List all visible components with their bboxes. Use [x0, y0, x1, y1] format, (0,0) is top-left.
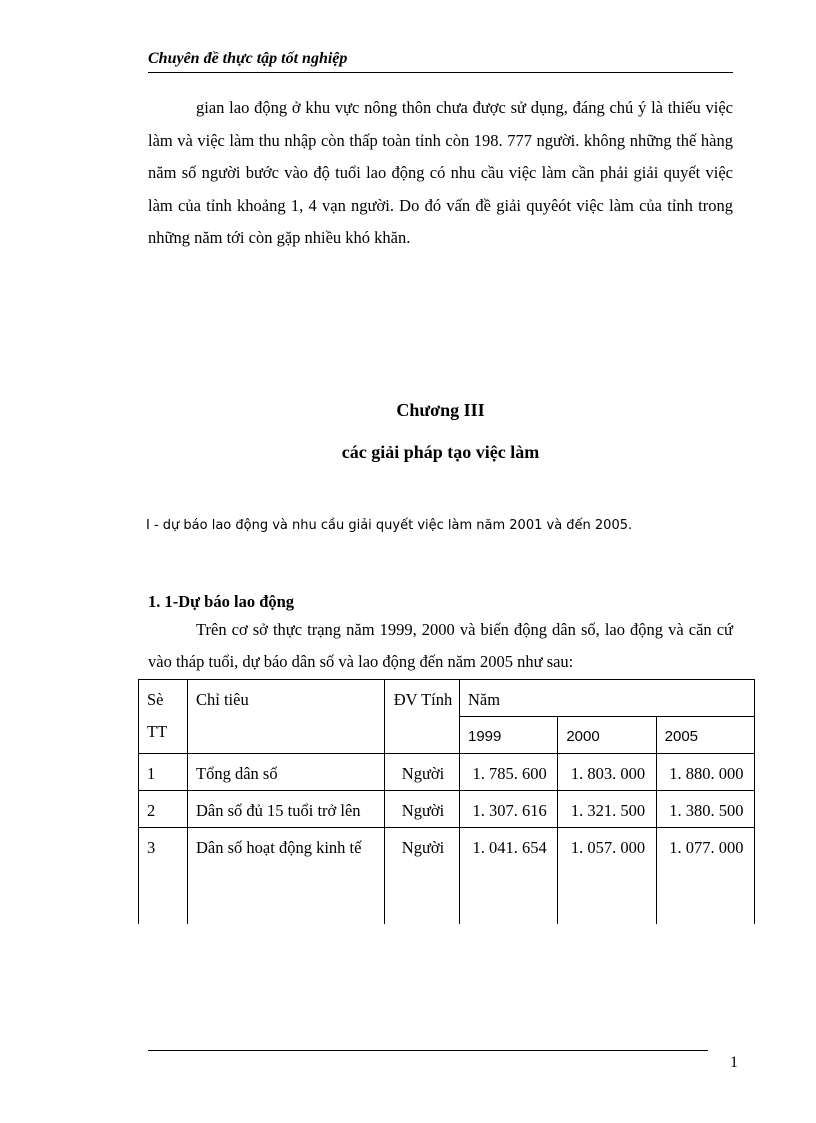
cell-value: 1. 057. 000 [558, 828, 656, 925]
cell-value: 1. 785. 600 [460, 754, 558, 791]
header-year-2005: 2005 [656, 717, 754, 754]
table-row [139, 828, 755, 925]
cell-value: 1. 041. 654 [460, 828, 558, 925]
header-year-2000: 2000 [558, 717, 656, 754]
header-nam: Năm [460, 680, 755, 717]
cell-value: 1. 307. 616 [460, 791, 558, 828]
intro-paragraph: gian lao động ở khu vực nông thôn chưa được sử dụng, đáng chú ý là thiếu việc làm và việc làm thu nhập còn thấp toàn tỉnh còn 198. 777 người. không những thế hàng năm số người bước vào độ tuổi lao động có nhu cầu việc làm cần phải giải quyết việc làm của tỉnh khoảng 1, 4 vạn người. Do đó vấn đề giải quyêót việc làm của tỉnh trong những năm tới còn gặp nhiều khó khăn. [148, 98, 733, 247]
forecast-table [138, 679, 755, 924]
header-title: Chuyên đề thực tập tốt nghiệp [148, 50, 348, 67]
table-row [139, 754, 755, 791]
header-chi-tieu: Chỉ tiêu [188, 680, 385, 754]
chapter-title: các giải pháp tạo việc làm [341, 442, 540, 462]
cell-value: 1. 321. 500 [558, 791, 656, 828]
cell-chi-tieu: Tổng dân số [188, 754, 385, 791]
cell-stt: 1 [139, 754, 188, 791]
intro-text [148, 92, 733, 255]
cell-value: 1. 880. 000 [656, 754, 754, 791]
cell-value: 1. 077. 000 [656, 828, 754, 925]
cell-chi-tieu: Dân số đủ 15 tuổi trở lên [188, 791, 385, 828]
table-header-row [139, 680, 755, 717]
page-number: 1 [730, 1054, 738, 1071]
cell-value: 1. 380. 500 [656, 791, 754, 828]
subsection-text [148, 614, 733, 678]
header-year-1999: 1999 [460, 717, 558, 754]
cell-dv: Người [385, 791, 460, 828]
cell-dv: Người [385, 828, 460, 925]
cell-stt: 2 [139, 791, 188, 828]
cell-stt: 3 [139, 828, 188, 925]
cell-chi-tieu: Dân số hoạt động kinh tế [188, 828, 385, 925]
table-row [139, 791, 755, 828]
subsection-heading: 1. 1-Dự báo lao động [148, 592, 295, 611]
header-stt: Sè TT [139, 680, 188, 754]
page-header [148, 48, 733, 73]
footer-divider [148, 1050, 708, 1051]
header-dv: ĐV Tính [385, 680, 460, 754]
cell-value: 1. 803. 000 [558, 754, 656, 791]
section-heading: I - dự báo lao động và nhu cầu giải quyết việc làm năm 2001 và đến 2005. [146, 518, 633, 533]
chapter-number: Chương III [396, 400, 485, 420]
cell-dv: Người [385, 754, 460, 791]
subsection-paragraph: Trên cơ sở thực trạng năm 1999, 2000 và biến động dân số, lao động và căn cứ vào tháp tuổi, dự báo dân số và lao động đến năm 2005 như sau: [148, 620, 733, 671]
